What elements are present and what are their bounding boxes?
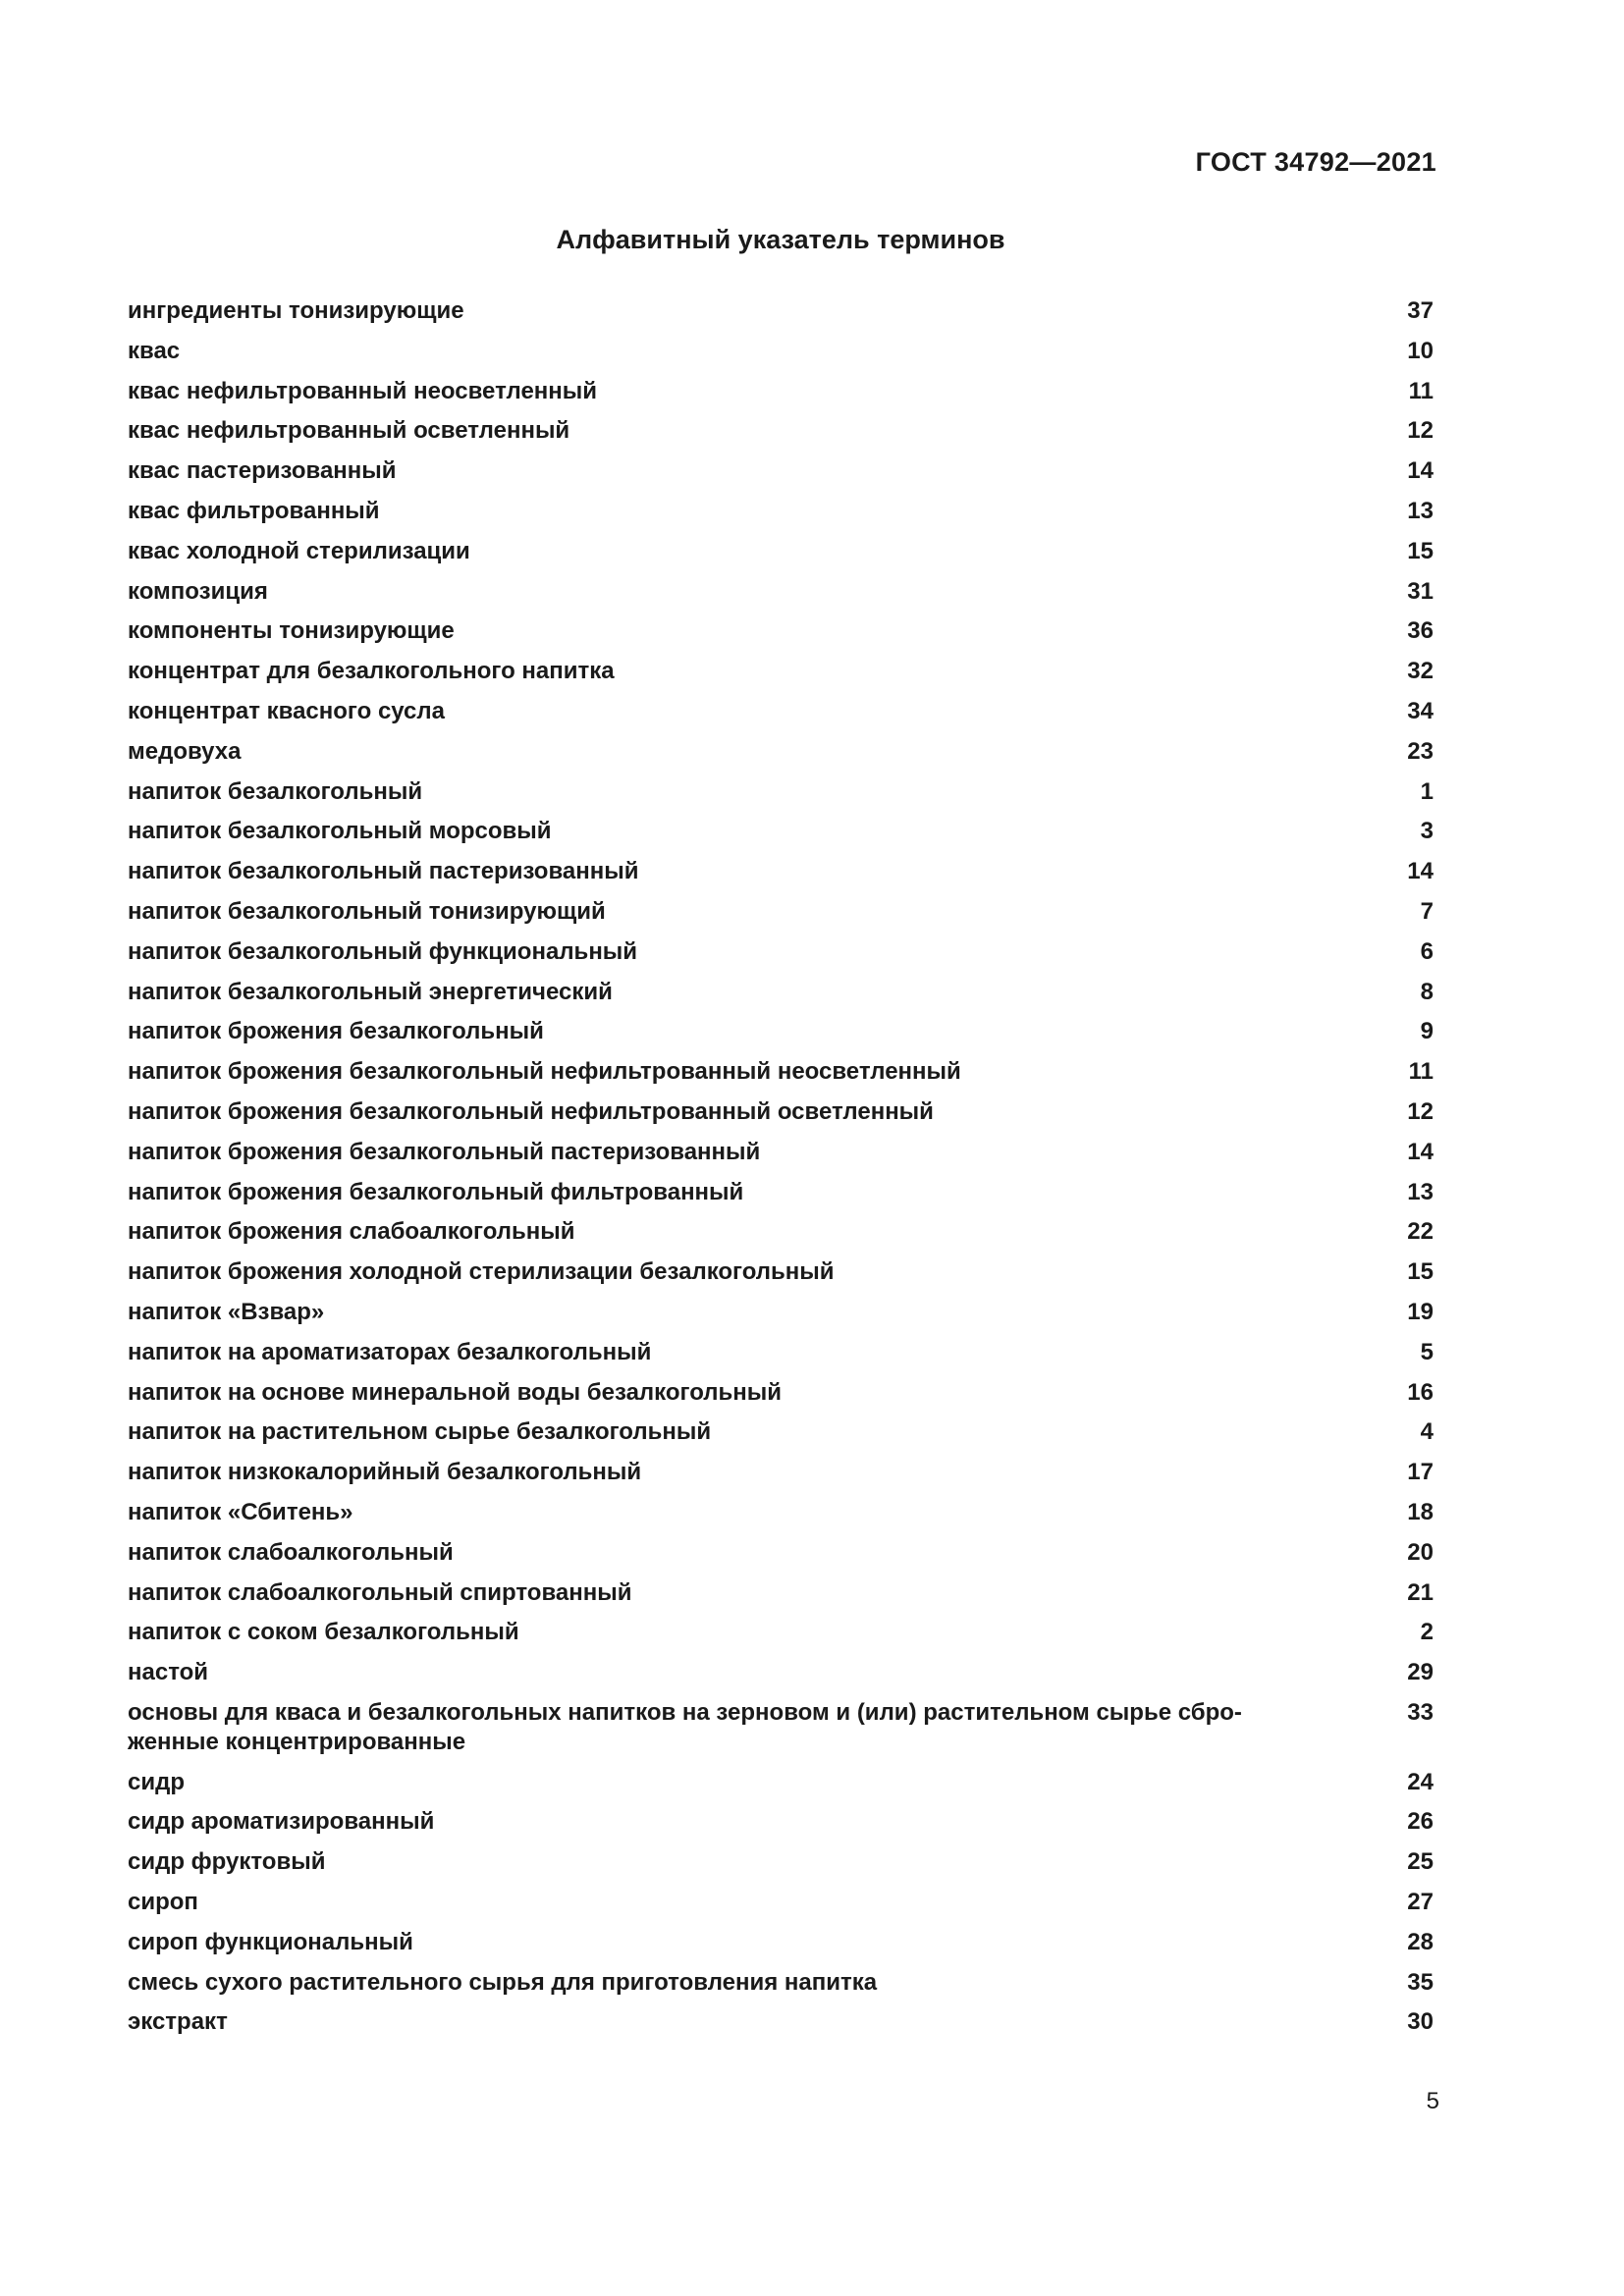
index-entry: [128, 937, 1434, 967]
index-entry: [128, 1178, 1434, 1207]
index-entry-page: 12: [1407, 1097, 1434, 1125]
index-entry-term: смесь сухого растительного сырья для приготовления напитка: [128, 1968, 878, 1996]
index-entry-page: 27: [1407, 1889, 1434, 1916]
index-entry-term: напиток на ароматизаторах безалкогольный: [128, 1338, 652, 1365]
index-entry-page: 37: [1407, 297, 1434, 324]
index-entry-term: напиток безалкогольный энергетический: [128, 978, 613, 1005]
index-entry-term: напиток брожения безалкогольный пастеризованный: [128, 1138, 761, 1165]
index-entry: [128, 817, 1434, 846]
index-entry: [128, 697, 1434, 726]
index-entry: [128, 1658, 1434, 1687]
index-entry: [128, 1928, 1434, 1957]
index-entry-page: 36: [1407, 617, 1434, 645]
index-entry-term: напиток безалкогольный пастеризованный: [128, 858, 639, 885]
index-entry-term: напиток на основе минеральной воды безалкогольный: [128, 1378, 783, 1406]
index-entry: [128, 1888, 1434, 1917]
index-entry-term: напиток безалкогольный тонизирующий: [128, 897, 606, 925]
index-entry: [128, 416, 1434, 446]
index-entry-term: напиток слабоалкогольный: [128, 1538, 454, 1566]
index-entry: [128, 2007, 1434, 2037]
index-entry-page: 6: [1420, 937, 1434, 965]
index-entry: [128, 897, 1434, 927]
index-entry-page: 8: [1420, 978, 1434, 1005]
index-entry-term: квас холодной стерилизации: [128, 537, 470, 564]
index-entry-term: напиток брожения холодной стерилизации безалкогольный: [128, 1258, 835, 1286]
index-entry: [128, 978, 1434, 1007]
index-entry-page: 34: [1407, 697, 1434, 724]
index-entry-term: напиток с соком безалкогольный: [128, 1619, 519, 1646]
page-number: 5: [1426, 2088, 1439, 2114]
index-entry-page: 29: [1407, 1659, 1434, 1686]
index-entry: [128, 616, 1434, 646]
index-entry-page: 15: [1407, 537, 1434, 564]
index-entry: [128, 1298, 1434, 1327]
index-entry-term: настой: [128, 1659, 209, 1686]
index-entry-term: напиток безалкогольный функциональный: [128, 937, 638, 965]
index-entry-term: концентрат для безалкогольного напитка: [128, 658, 615, 685]
index-entry-page: 14: [1407, 457, 1434, 485]
index-entry-page: 21: [1407, 1578, 1434, 1606]
index-entry: [128, 1057, 1434, 1087]
index-entry-term: напиток брожения слабоалкогольный: [128, 1218, 575, 1246]
index-entry-page: 23: [1407, 737, 1434, 765]
index-entry-term: квас фильтрованный: [128, 497, 380, 524]
index-entry-page: 26: [1407, 1808, 1434, 1836]
index-entry: [128, 1807, 1434, 1837]
index-entry: [128, 777, 1434, 807]
index-entry-page: 1: [1420, 777, 1434, 805]
index-entry-term: напиток брожения безалкогольный нефильтрованный осветленный: [128, 1097, 934, 1125]
index-entry: [128, 296, 1434, 326]
index-entry-page: 32: [1407, 658, 1434, 685]
index-entry: [128, 1618, 1434, 1647]
index-entry-term: напиток безалкогольный: [128, 777, 423, 805]
index-entry-term: напиток «Взвар»: [128, 1298, 325, 1325]
index-entry-term: сидр: [128, 1768, 185, 1795]
index-entry-page: 12: [1407, 417, 1434, 445]
index-entry-term: основы для кваса и безалкогольных напитков на зерновом и (или) растительном сырье сбро-женные концентрированные: [128, 1698, 1242, 1755]
index-entry: [128, 1138, 1434, 1167]
index-entry-page: 18: [1407, 1498, 1434, 1525]
index-entry-page: 16: [1407, 1378, 1434, 1406]
index-entry: [128, 1017, 1434, 1046]
index-entry: [128, 1578, 1434, 1608]
index-entry: [128, 1338, 1434, 1367]
index-entry-term: напиток на растительном сырье безалкогольный: [128, 1418, 712, 1446]
index-entry-term: квас: [128, 337, 181, 364]
index-entry-page: 33: [1407, 1698, 1434, 1726]
index-entry-page: 10: [1407, 337, 1434, 364]
index-entry-term: компоненты тонизирующие: [128, 617, 455, 645]
index-entry-page: 24: [1407, 1768, 1434, 1795]
index-entry-term: экстракт: [128, 2008, 228, 2036]
index-entry: [128, 857, 1434, 886]
index-entries-list: [128, 296, 1434, 2048]
index-entry-page: 14: [1407, 858, 1434, 885]
index-entry-term: квас пастеризованный: [128, 457, 397, 485]
index-entry-page: 7: [1420, 897, 1434, 925]
index-entry: [128, 1417, 1434, 1447]
index-entry-term: напиток «Сбитень»: [128, 1498, 353, 1525]
index-entry-page: 20: [1407, 1538, 1434, 1566]
index-entry: [128, 377, 1434, 406]
index-entry-page: 28: [1407, 1928, 1434, 1955]
index-entry-term: ингредиенты тонизирующие: [128, 297, 464, 324]
index-entry-page: 5: [1420, 1338, 1434, 1365]
index-entry: [128, 737, 1434, 767]
index-entry-term: напиток слабоалкогольный спиртованный: [128, 1578, 632, 1606]
index-entry-page: 17: [1407, 1459, 1434, 1486]
index-entry-term: сидр ароматизированный: [128, 1808, 435, 1836]
index-entry-term: концентрат квасного сусла: [128, 697, 445, 724]
index-entry-term: напиток низкокалорийный безалкогольный: [128, 1459, 642, 1486]
index-entry: [128, 497, 1434, 526]
index-entry: [128, 537, 1434, 566]
index-entry-term: квас нефильтрованный осветленный: [128, 417, 570, 445]
index-entry-term: сироп функциональный: [128, 1928, 413, 1955]
index-entry: [128, 337, 1434, 366]
index-entry: [128, 1458, 1434, 1487]
index-entry-page: 35: [1407, 1968, 1434, 1996]
index-entry-term: напиток брожения безалкогольный фильтрованный: [128, 1178, 744, 1205]
document-code: ГОСТ 34792—2021: [1195, 147, 1436, 177]
index-entry: [128, 1847, 1434, 1877]
index-entry-page: 15: [1407, 1258, 1434, 1286]
index-entry: [128, 1217, 1434, 1247]
index-entry-term: напиток брожения безалкогольный нефильтрованный неосветленный: [128, 1058, 961, 1086]
index-entry-term: композиция: [128, 577, 268, 605]
index-entry-term: напиток безалкогольный морсовый: [128, 818, 552, 845]
index-entry: [128, 1768, 1434, 1797]
index-entry-page: 13: [1407, 1178, 1434, 1205]
index-entry-page: 11: [1408, 377, 1434, 404]
index-entry: [128, 1698, 1434, 1757]
index-entry-page: 3: [1420, 818, 1434, 845]
index-entry: [128, 1968, 1434, 1998]
index-entry-page: 9: [1420, 1018, 1434, 1045]
index-entry: [128, 1538, 1434, 1568]
index-entry-page: 13: [1407, 497, 1434, 524]
index-entry: [128, 456, 1434, 486]
index-entry-term: квас нефильтрованный неосветленный: [128, 377, 598, 404]
index-entry: [128, 1097, 1434, 1127]
index-title: Алфавитный указатель терминов: [556, 225, 1005, 254]
index-entry-page: 2: [1420, 1619, 1434, 1646]
index-entry-page: 31: [1407, 577, 1434, 605]
index-entry: [128, 1378, 1434, 1408]
index-entry-term: сироп: [128, 1889, 198, 1916]
index-entry: [128, 1257, 1434, 1287]
index-entry-term: медовуха: [128, 737, 242, 765]
index-entry-page: 30: [1407, 2008, 1434, 2036]
index-entry-page: 25: [1407, 1848, 1434, 1876]
index-entry: [128, 657, 1434, 686]
index-entry-page: 4: [1420, 1418, 1434, 1446]
index-entry-term: напиток брожения безалкогольный: [128, 1018, 544, 1045]
index-entry-page: 11: [1408, 1058, 1434, 1086]
index-entry-page: 19: [1407, 1298, 1434, 1325]
index-entry: [128, 1498, 1434, 1527]
index-entry-page: 22: [1407, 1218, 1434, 1246]
index-entry: [128, 577, 1434, 607]
index-entry-term: сидр фруктовый: [128, 1848, 326, 1876]
index-entry-page: 14: [1407, 1138, 1434, 1165]
